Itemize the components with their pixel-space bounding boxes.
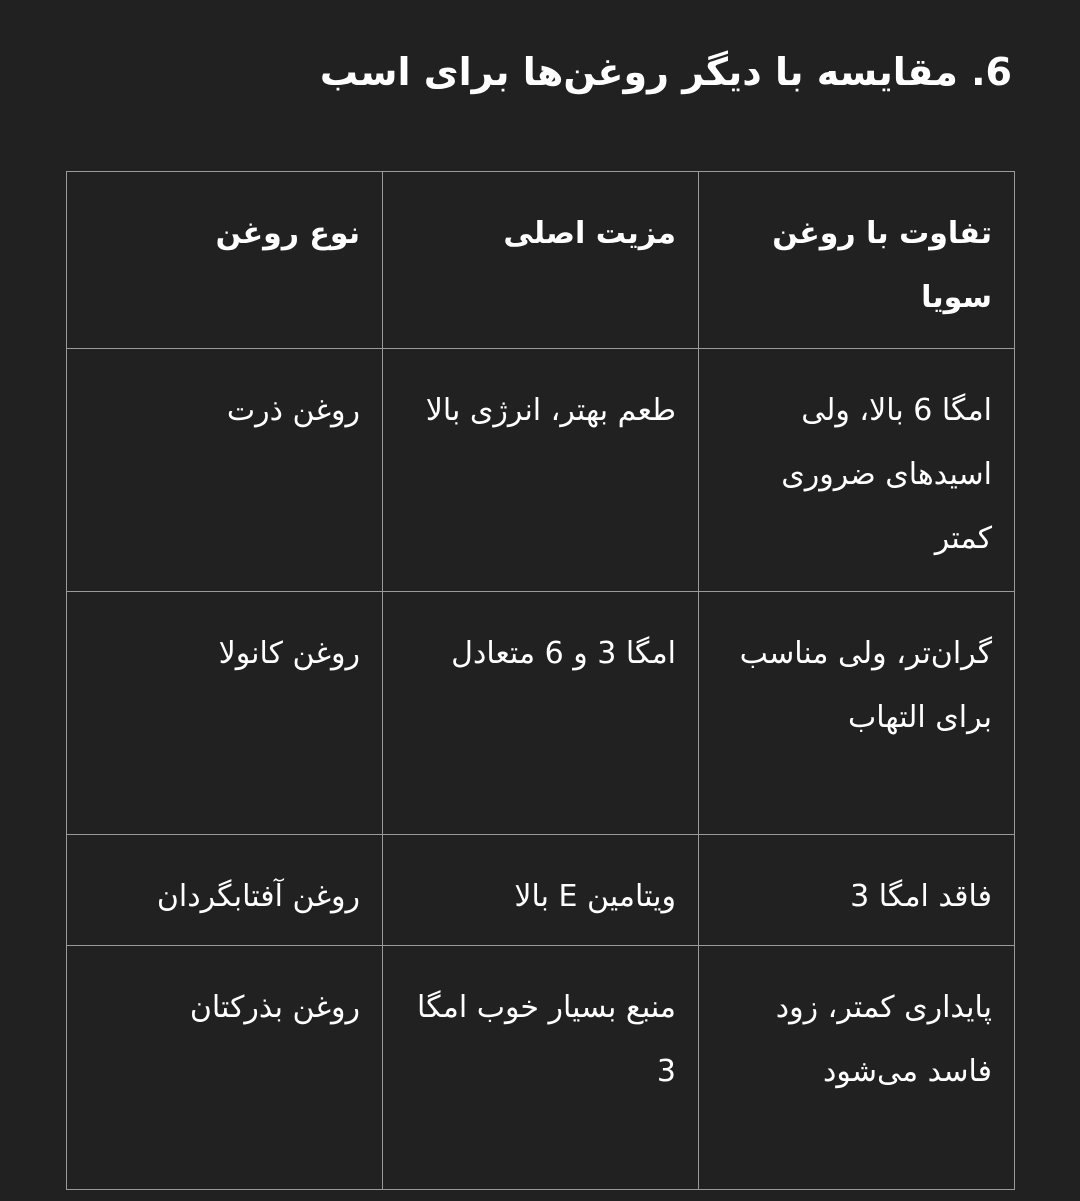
cell-difference: فاقد امگا 3 — [699, 835, 1015, 946]
cell-main-benefit: طعم بهتر، انرژی بالا — [383, 349, 699, 592]
header-cell-difference: تفاوت با روغن سویا — [699, 172, 1015, 349]
oil-comparison-table — [66, 171, 1015, 1190]
cell-oil-type: روغن کانولا — [67, 592, 383, 835]
cell-main-benefit: منبع بسیار خوب امگا 3 — [383, 946, 699, 1190]
cell-difference: امگا 6 بالا، ولی اسیدهای ضروری کمتر — [699, 349, 1015, 592]
comparison-table-container — [66, 171, 1014, 1189]
cell-oil-type: روغن ذرت — [67, 349, 383, 592]
cell-difference: پایداری کمتر، زود فاسد می‌شود — [699, 946, 1015, 1190]
table-row — [67, 349, 1015, 592]
cell-oil-type: روغن آفتابگردان — [67, 835, 383, 946]
cell-main-benefit: امگا 3 و 6 متعادل — [383, 592, 699, 835]
section-heading: 6. مقایسه با دیگر روغن‌ها برای اسب — [319, 50, 1012, 94]
table-row — [67, 946, 1015, 1190]
cell-oil-type: روغن بذرکتان — [67, 946, 383, 1190]
cell-difference: گران‌تر، ولی مناسب برای التهاب — [699, 592, 1015, 835]
cell-main-benefit: ویتامین E بالا — [383, 835, 699, 946]
header-cell-oil-type: نوع روغن — [67, 172, 383, 349]
table-header-row — [67, 172, 1015, 349]
table-row — [67, 835, 1015, 946]
table-row — [67, 592, 1015, 835]
header-cell-main-benefit: مزیت اصلی — [383, 172, 699, 349]
